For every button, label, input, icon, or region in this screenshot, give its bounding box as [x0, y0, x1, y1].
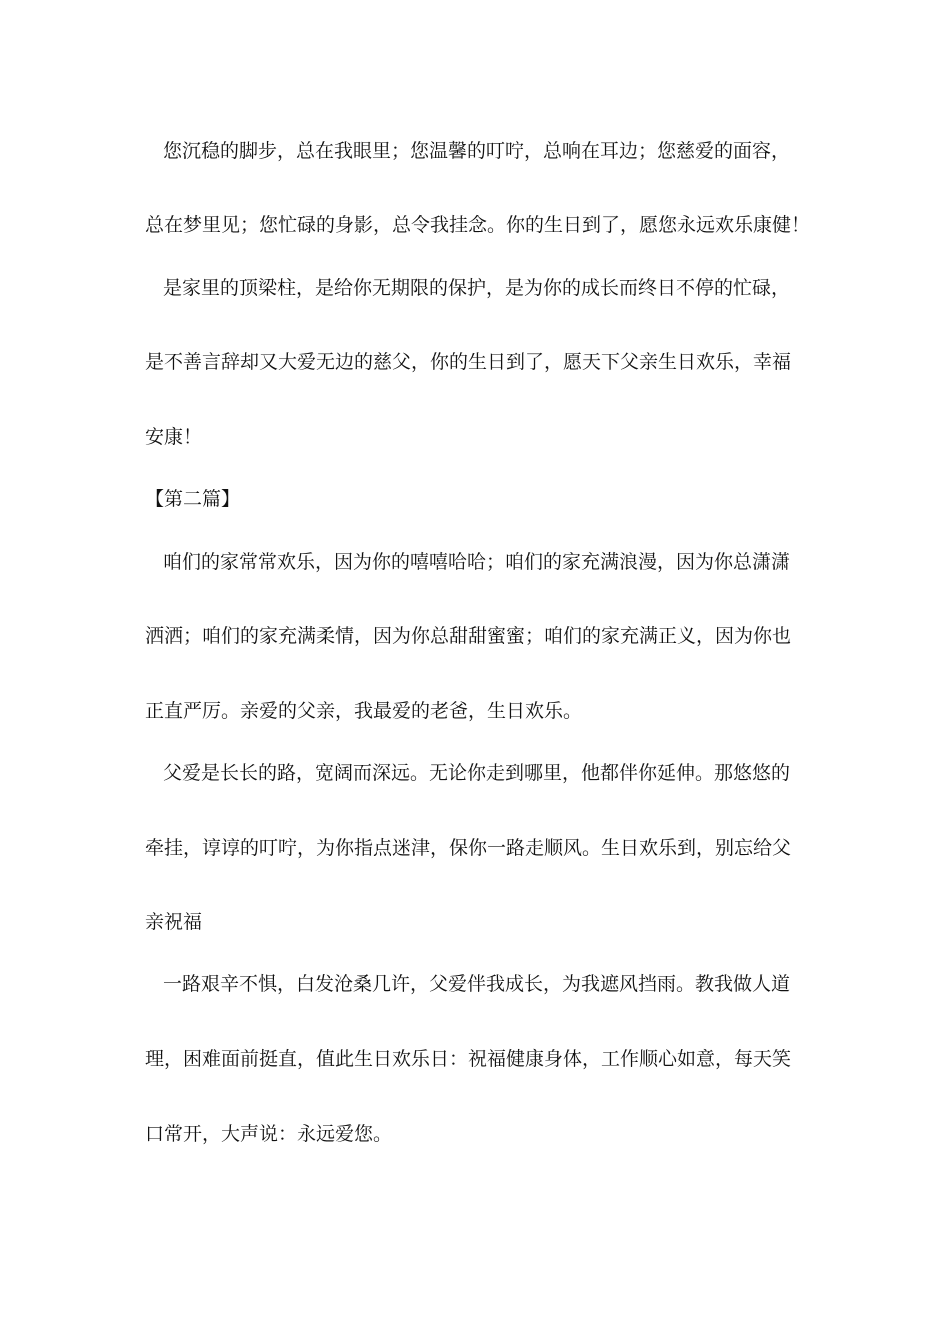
section-paragraph-1-line-3: 正直严厉。亲爱的父亲，我最爱的老爸，生日欢乐。: [145, 700, 583, 722]
section-paragraph-3-line-2: 理，困难面前挺直，值此生日欢乐日：祝福健康身体，工作顺心如意，每天笑: [145, 1048, 792, 1070]
section-paragraph-2-line-1: 父爱是长长的路，宽阔而深远。无论你走到哪里，他都伴你延伸。那悠悠的: [163, 762, 791, 784]
paragraph-2-line-2: 是不善言辞却又大爱无边的慈父，你的生日到了，愿天下父亲生日欢乐，幸福: [145, 351, 792, 373]
section-paragraph-1-line-1: 咱们的家常常欢乐，因为你的嘻嘻哈哈；咱们的家充满浪漫，因为你总潇潇: [163, 551, 791, 573]
section-paragraph-3-line-1: 一路艰辛不惧，白发沧桑几许，父爱伴我成长，为我遮风挡雨。教我做人道: [163, 973, 791, 995]
paragraph-2-line-1: 是家里的顶梁柱，是给你无期限的保护，是为你的成长而终日不停的忙碌，: [163, 277, 791, 299]
paragraph-1-line-1: 您沉稳的脚步，总在我眼里；您温馨的叮咛，总响在耳边；您慈爱的面容，: [163, 140, 791, 162]
section-paragraph-2-line-3: 亲祝福: [145, 911, 203, 933]
section-paragraph-2-line-2: 牵挂，谆谆的叮咛，为你指点迷津，保你一路走顺风。生日欢乐到，别忘给父: [145, 837, 792, 859]
paragraph-1-line-2: 总在梦里见；您忙碌的身影，总令我挂念。你的生日到了，愿您永远欢乐康健！: [145, 214, 811, 236]
section-paragraph-3-line-3: 口常开，大声说：永远爱您。: [145, 1123, 393, 1145]
section-heading: 【第二篇】: [145, 488, 241, 510]
paragraph-2-line-3: 安康！: [145, 426, 203, 448]
section-paragraph-1-line-2: 洒洒；咱们的家充满柔情，因为你总甜甜蜜蜜；咱们的家充满正义，因为你也: [145, 625, 792, 647]
